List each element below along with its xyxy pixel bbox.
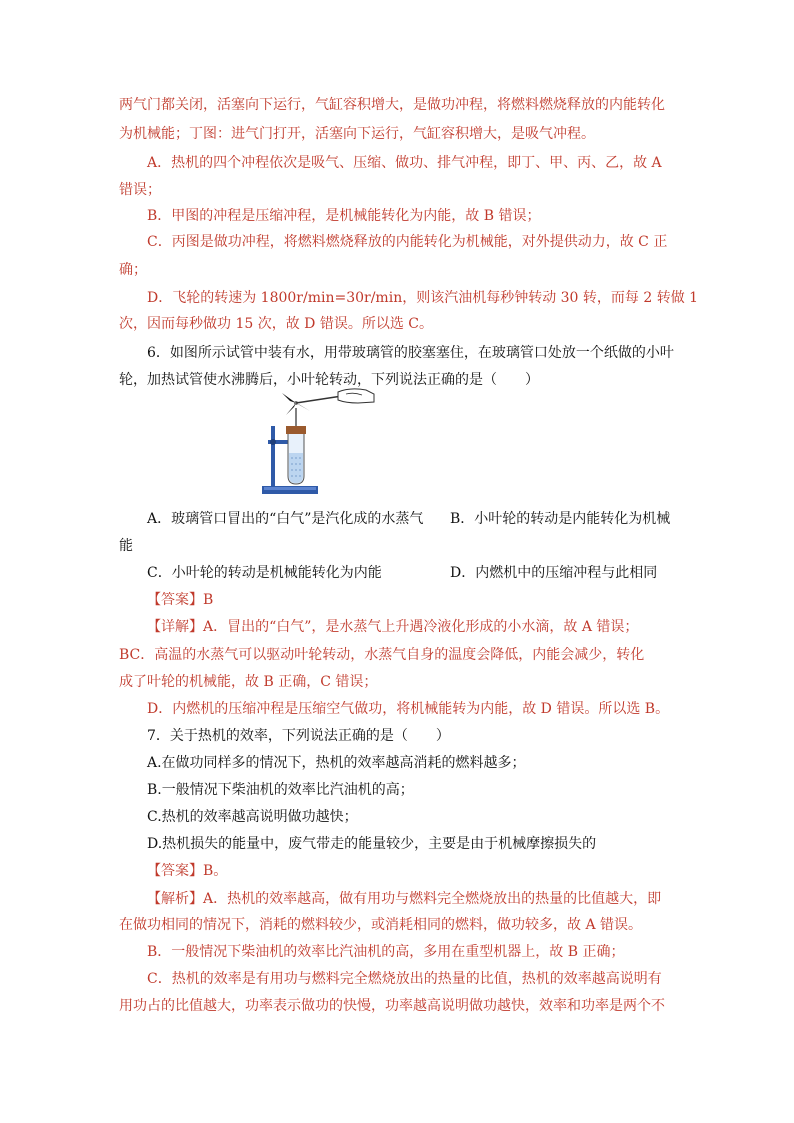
question-7-option-c: C.热机的效率越高说明做功越快；	[147, 809, 358, 825]
question-6-explanation: 成了叶轮的机械能，故 B 正确，C 错误；	[119, 674, 378, 690]
explanation-label: 【解析】	[147, 891, 203, 907]
explanation-line: A．热机的四个冲程依次是吸气、压缩、做功、排气冲程，即丁、甲、丙、乙，故 A	[147, 155, 662, 171]
question-7-explanation: 在做功相同的情况下，消耗的燃料较少，或消耗相同的燃料，做功较多，故 A 错误。	[119, 917, 643, 933]
explanation-line: 为机械能；丁图：进气门打开，活塞向下运行，气缸容积增大，是吸气冲程。	[119, 126, 595, 142]
question-7-explanation: C．热机的效率是有用功与燃料完全燃烧放出的热量的比值，热机的效率越高说明有	[147, 971, 662, 987]
test-tube-pinwheel-figure	[250, 388, 380, 500]
explanation-text: A．热机的效率越高，做有用功与燃料完全燃烧放出的热量的比值越大，即	[203, 891, 662, 907]
question-7-answer: 【答案】B。	[147, 863, 228, 879]
question-6-option-d: D．内燃机中的压缩冲程与此相同	[450, 565, 658, 581]
explanation-line: 两气门都关闭，活塞向下运行，气缸容积增大，是做功冲程，将燃料燃烧释放的内能转化	[119, 97, 665, 113]
question-7-option-a: A.在做功同样多的情况下，热机的效率越高消耗的燃料越多；	[147, 755, 526, 771]
question-6-option-b-cont: 能	[119, 538, 133, 554]
question-7-option-b: B.一般情况下柴油机的效率比汽油机的高；	[147, 782, 414, 798]
test-tube-pinwheel-apparatus-icon	[250, 388, 380, 500]
question-6-stem: 6．如图所示试管中装有水，用带玻璃管的胶塞塞住，在玻璃管口处放一个纸做的小叶	[147, 345, 674, 361]
question-7-option-d: D.热机损失的能量中，废气带走的能量较少，主要是由于机械摩擦损失的	[147, 836, 597, 852]
explanation-label: 【详解】	[147, 619, 203, 635]
question-7-explanation	[147, 889, 661, 909]
explanation-line: B．甲图的冲程是压缩冲程，是机械能转化为内能，故 B 错误；	[147, 208, 541, 224]
question-6-option-b: B．小叶轮的转动是内能转化为机械	[450, 511, 671, 527]
question-6-option-a: A．玻璃管口冒出的“白气”是汽化成的水蒸气	[147, 511, 424, 527]
explanation-text: A．冒出的“白气”，是水蒸气上升遇冷液化形成的小水滴，故 A 错误；	[203, 619, 639, 635]
explanation-line: 确；	[119, 262, 147, 278]
question-6-explanation: BC．高温的水蒸气可以驱动叶轮转动，水蒸气自身的温度会降低，内能会减少，转化	[119, 647, 645, 663]
question-7-explanation: 用功占的比值越大，功率表示做功的快慢，功率越高说明做功越快，效率和功率是两个不	[119, 998, 665, 1014]
explanation-line: D．飞轮的转速为 1800r/min=30r/min，则该汽油机每秒钟转动 30 转，而每 2 转做 1	[147, 290, 699, 306]
question-6-stem: 轮，加热试管使水沸腾后，小叶轮转动，下列说法正确的是（ ）	[119, 372, 539, 388]
question-7-stem: 7．关于热机的效率，下列说法正确的是（ ）	[147, 728, 450, 744]
question-6-explanation	[147, 617, 638, 637]
question-6-option-c: C．小叶轮的转动是机械能转化为内能	[147, 565, 382, 581]
explanation-line: C．丙图是做功冲程，将燃料燃烧释放的内能转化为机械能，对外提供动力，故 C 正	[147, 234, 668, 250]
question-7-explanation: B．一般情况下柴油机的效率比汽油机的高，多用在重型机器上，故 B 正确；	[147, 944, 625, 960]
explanation-line: 错误；	[119, 182, 161, 198]
explanation-line: 次，因而每秒做功 15 次，故 D 错误。所以选 C。	[119, 316, 434, 332]
question-6-answer: 【答案】B	[147, 592, 214, 608]
question-6-explanation: D．内燃机的压缩冲程是压缩空气做功，将机械能转为内能，故 D 错误。所以选 B。	[147, 701, 670, 717]
